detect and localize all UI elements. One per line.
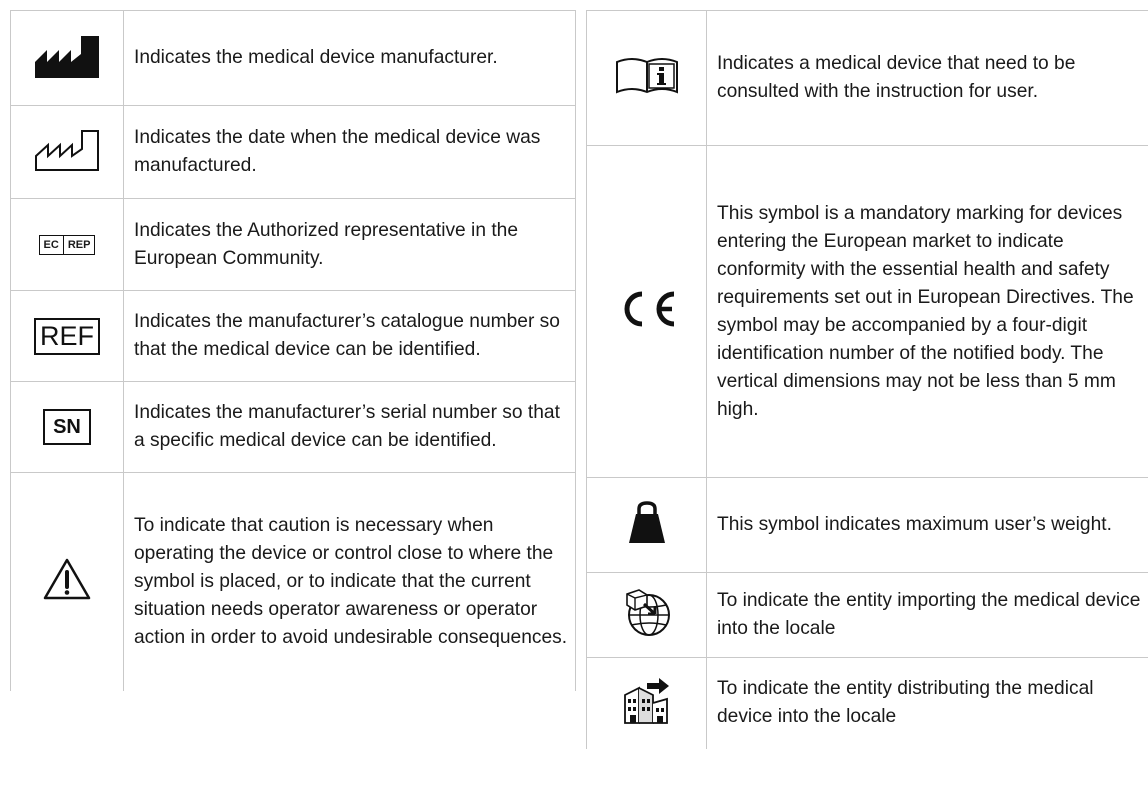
row-description: To indicate the entity importing the medical device into the locale <box>707 573 1148 658</box>
ec-label: EC <box>43 238 59 251</box>
table-row <box>11 473 576 691</box>
icon-cell <box>587 11 707 146</box>
ce-mark-icon <box>614 289 680 329</box>
row-description: Indicates the date when the medical device was manufactured. <box>124 106 576 199</box>
icon-cell <box>11 106 124 199</box>
icon-cell <box>11 199 124 291</box>
importer-icon <box>622 588 672 638</box>
table-row <box>587 573 1148 658</box>
table-row <box>11 382 576 473</box>
weight-icon <box>628 501 666 545</box>
right-symbol-table <box>586 10 1148 749</box>
icon-cell <box>587 146 707 478</box>
table-row <box>587 658 1148 749</box>
ref-icon: REF <box>34 318 100 355</box>
left-symbol-table <box>10 10 576 691</box>
icon-cell <box>11 291 124 382</box>
manufacturer-icon <box>33 32 101 80</box>
consult-instructions-icon <box>615 54 679 98</box>
sn-icon: SN <box>43 409 91 445</box>
date-of-manufacture-icon <box>33 127 101 173</box>
icon-cell <box>587 658 707 749</box>
row-description: Indicates the medical device manufacturer. <box>124 11 576 106</box>
row-description: Indicates the Authorized representative in the European Community. <box>124 199 576 291</box>
table-row <box>11 199 576 291</box>
row-description: This symbol is a mandatory marking for devices entering the European market to indicate conformity with the essential health and safety requirements set out in European Directives. The symbol may be accompanied by a four-digit identification number of the notified body. The vertical dimensions may not be less than 5 mm high. <box>707 146 1148 478</box>
table-row <box>587 478 1148 573</box>
table-row <box>587 11 1148 146</box>
icon-cell <box>587 478 707 573</box>
ec-rep-icon <box>39 235 96 255</box>
row-description: Indicates the manufacturer’s serial number so that a specific medical device can be identified. <box>124 382 576 473</box>
row-description: Indicates a medical device that need to be consulted with the instruction for user. <box>707 11 1148 146</box>
distributor-icon <box>621 675 673 727</box>
caution-icon <box>42 557 92 601</box>
row-description: This symbol indicates maximum user’s weight. <box>707 478 1148 573</box>
table-row <box>11 106 576 199</box>
icon-cell <box>11 473 124 691</box>
table-row <box>587 146 1148 478</box>
table-row <box>11 291 576 382</box>
table-row <box>11 11 576 106</box>
row-description: To indicate that caution is necessary when operating the device or control close to where the symbol is placed, or to indicate that the current situation needs operator awareness or operator action in order to avoid undesirable consequences. <box>124 473 576 691</box>
icon-cell <box>11 11 124 106</box>
rep-label: REP <box>63 236 95 254</box>
icon-cell <box>11 382 124 473</box>
icon-cell <box>587 573 707 658</box>
row-description: Indicates the manufacturer’s catalogue number so that the medical device can be identified. <box>124 291 576 382</box>
row-description: To indicate the entity distributing the medical device into the locale <box>707 658 1148 749</box>
